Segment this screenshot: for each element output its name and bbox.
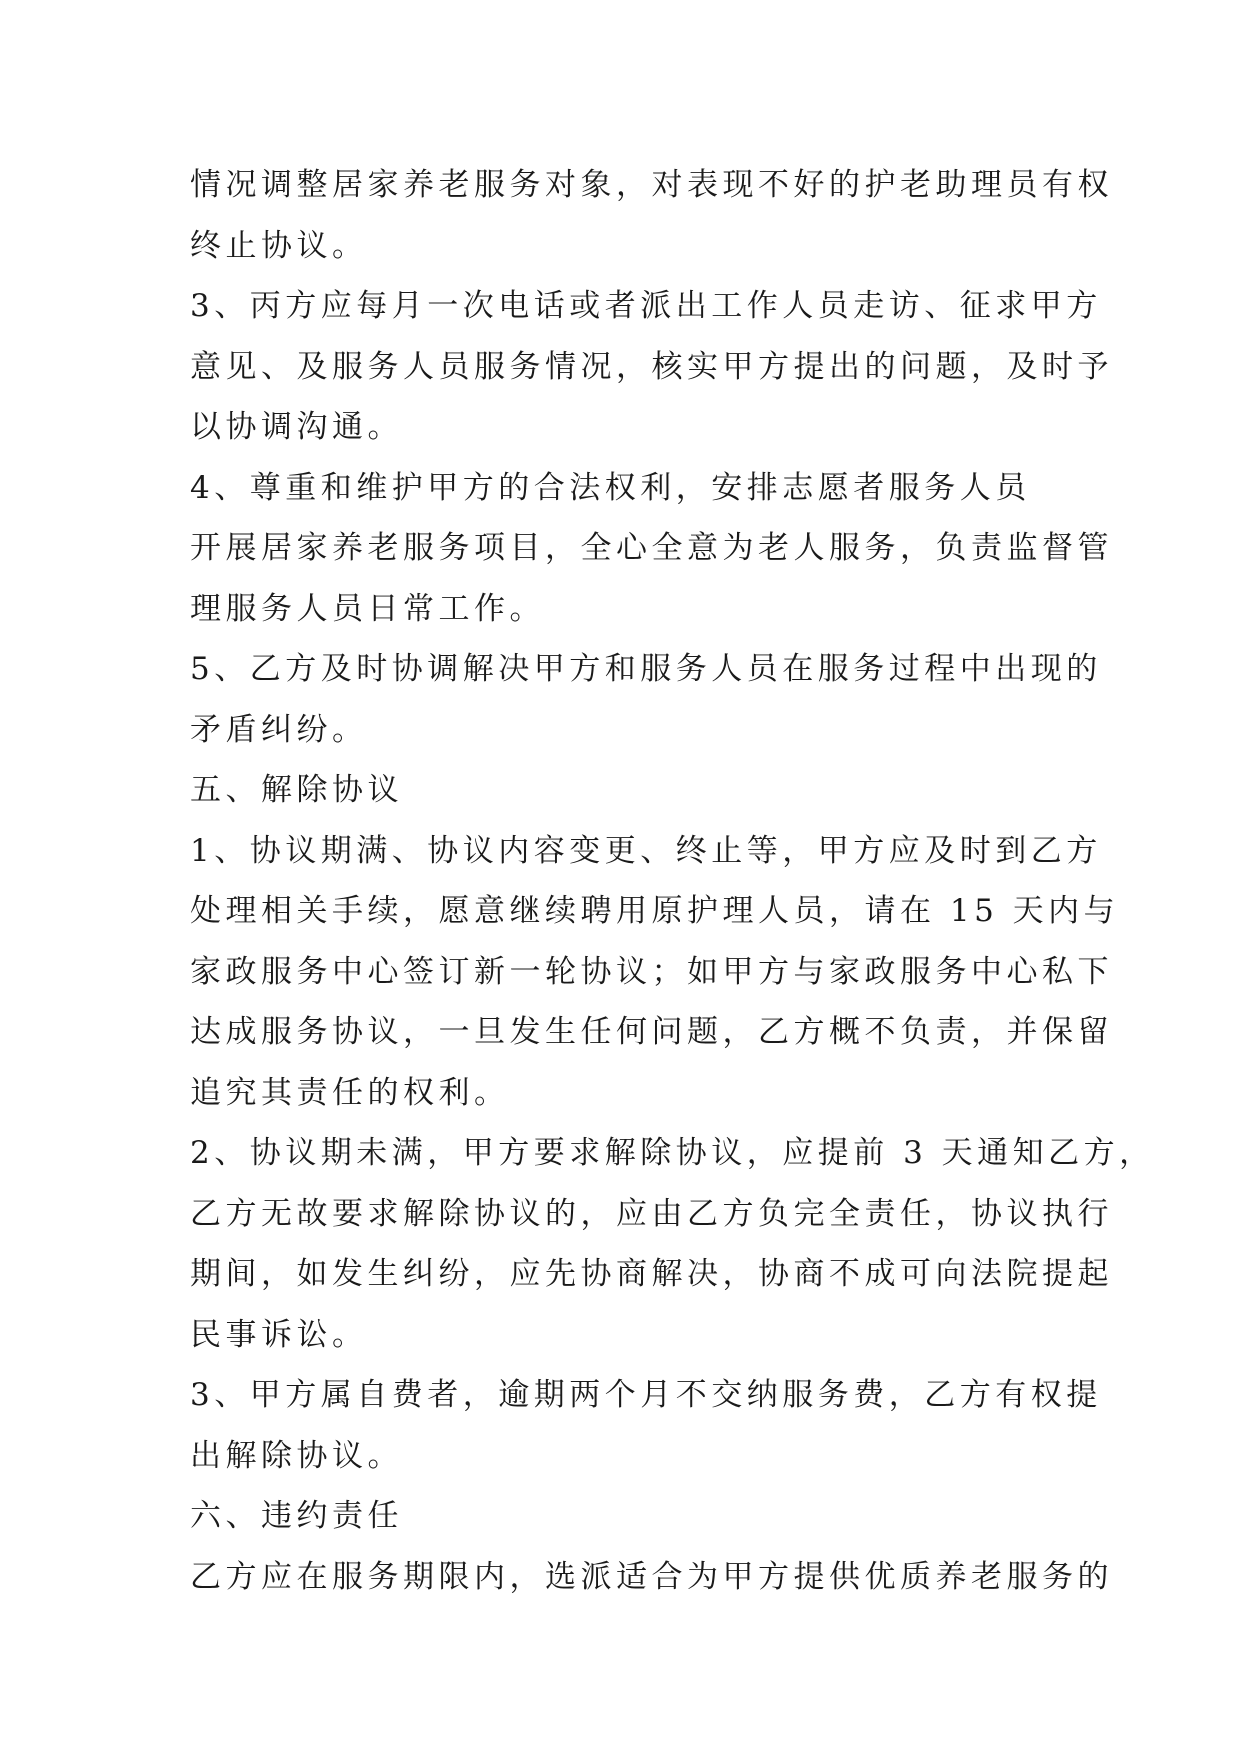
text-line: 乙方应在服务期限内，选派适合为甲方提供优质养老服务的 — [190, 1558, 1113, 1595]
text-line: 期间，如发生纠纷，应先协商解决，协商不成可向法院提起 — [190, 1256, 1113, 1292]
text-line: 意见、及服务人员服务情况，核实甲方提出的问题，及时予 — [190, 348, 1113, 385]
text-line: 追究其责任的权利。 — [190, 1074, 510, 1111]
text-line: 2、协议期未满，甲方要求解除协议，应提前 3 天通知乙方， — [190, 1135, 1155, 1171]
text-line: 3、甲方属自费者，逾期两个月不交纳服务费，乙方有权提 — [190, 1377, 1102, 1413]
text-line: 达成服务协议，一旦发生任何问题，乙方概不负责，并保留 — [190, 1014, 1113, 1050]
text-line: 1、协议期满、协议内容变更、终止等，甲方应及时到乙方 — [190, 832, 1102, 869]
text-line: 乙方无故要求解除协议的，应由乙方负完全责任，协议执行 — [190, 1195, 1113, 1232]
text-line: 家政服务中心签订新一轮协议；如甲方与家政服务中心私下 — [190, 953, 1113, 990]
text-line: 处理相关手续，愿意继续聘用原护理人员，请在 15 天内与 — [190, 893, 1120, 929]
document-body — [190, 155, 1155, 1607]
text-line: 开展居家养老服务项目，全心全意为老人服务，负责监督管 — [190, 530, 1113, 566]
text-line: 情况调整居家养老服务对象，对表现不好的护老助理员有权 — [190, 167, 1113, 203]
text-line: 4、尊重和维护甲方的合法权利，安排志愿者服务人员 — [190, 469, 1031, 506]
section-heading: 五、解除协议 — [190, 772, 403, 808]
text-line: 5、乙方及时协调解决甲方和服务人员在服务过程中出现的 — [190, 651, 1102, 687]
text-line: 矛盾纠纷。 — [190, 711, 368, 748]
text-line: 3、丙方应每月一次电话或者派出工作人员走访、征求甲方 — [190, 288, 1102, 324]
text-line: 理服务人员日常工作。 — [190, 590, 545, 627]
text-line: 以协调沟通。 — [190, 409, 403, 445]
text-line: 民事诉讼。 — [190, 1316, 368, 1353]
text-line: 出解除协议。 — [190, 1437, 403, 1474]
section-heading: 六、违约责任 — [190, 1498, 403, 1534]
text-line: 终止协议。 — [190, 227, 368, 264]
